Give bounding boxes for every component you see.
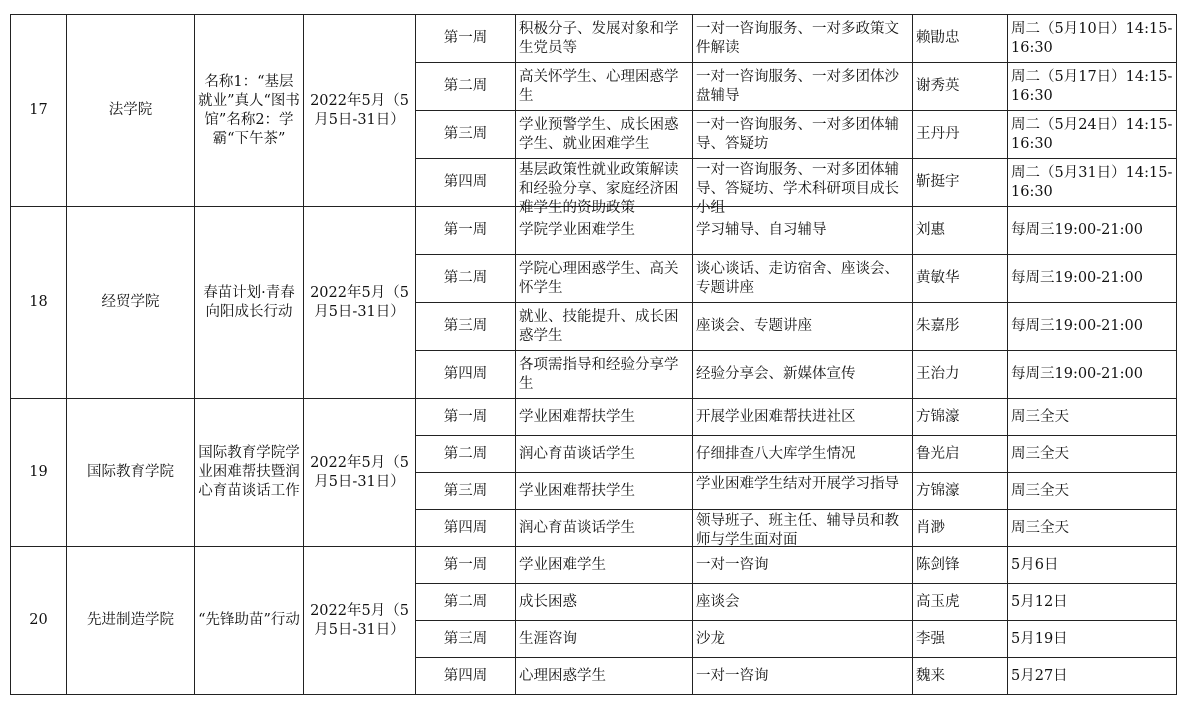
week-label: 第二周 [416, 63, 516, 111]
row-number: 19 [11, 399, 67, 547]
week-label: 第四周 [416, 510, 516, 547]
service-form: 座谈会 [693, 584, 913, 621]
table-row [11, 399, 1177, 436]
week-label: 第二周 [416, 255, 516, 303]
responsible-person: 刘惠 [913, 207, 1008, 255]
activity-name: 国际教育学院学业困难帮扶暨润心育苗谈话工作 [195, 399, 304, 547]
college-name: 经贸学院 [67, 207, 195, 399]
responsible-person: 鲁光启 [913, 436, 1008, 473]
target-students: 学院学业困难学生 [516, 207, 693, 255]
target-students: 成长困惑 [516, 584, 693, 621]
date-range: 2022年5月（5月5日-31日） [304, 547, 416, 695]
responsible-person: 靳挺宇 [913, 159, 1008, 207]
service-time: 周三全天 [1008, 473, 1177, 510]
responsible-person: 王丹丹 [913, 111, 1008, 159]
responsible-person: 方锦濠 [913, 473, 1008, 510]
week-label: 第四周 [416, 658, 516, 695]
service-time: 每周三19:00-21:00 [1008, 255, 1177, 303]
service-form-text: 一对一咨询服务、一对多团体辅导、答疑坊、学术科研项目成长小组 [696, 162, 899, 216]
service-form: 经验分享会、新媒体宣传 [693, 351, 913, 399]
target-students: 学业预警学生、成长困惑学生、就业困难学生 [516, 111, 693, 159]
target-students: 心理困惑学生 [516, 658, 693, 695]
service-time: 每周三19:00-21:00 [1008, 303, 1177, 351]
responsible-person: 王治力 [913, 351, 1008, 399]
service-form: 一对一咨询 [693, 658, 913, 695]
service-form-text: 学业困难学生结对开展学习指导 [696, 476, 899, 492]
service-time: 周三全天 [1008, 399, 1177, 436]
week-label: 第四周 [416, 351, 516, 399]
responsible-person: 谢秀英 [913, 63, 1008, 111]
responsible-person: 方锦濠 [913, 399, 1008, 436]
college-name: 法学院 [67, 15, 195, 207]
responsible-person: 魏来 [913, 658, 1008, 695]
responsible-person: 李强 [913, 621, 1008, 658]
date-range: 2022年5月（5月5日-31日） [304, 207, 416, 399]
row-number: 18 [11, 207, 67, 399]
service-time: 5月12日 [1008, 584, 1177, 621]
target-students: 学业困难学生 [516, 547, 693, 584]
table-row [11, 15, 1177, 63]
week-label: 第三周 [416, 473, 516, 510]
row-number: 20 [11, 547, 67, 695]
target-students: 学业困难帮扶学生 [516, 399, 693, 436]
target-students: 各项需指导和经验分享学生 [516, 351, 693, 399]
table-row [11, 547, 1177, 584]
week-label: 第三周 [416, 111, 516, 159]
target-students: 润心育苗谈话学生 [516, 510, 693, 547]
responsible-person: 肖渺 [913, 510, 1008, 547]
service-time: 周二（5月17日）14:15-16:30 [1008, 63, 1177, 111]
date-range: 2022年5月（5月5日-31日） [304, 15, 416, 207]
target-students [516, 159, 693, 216]
service-time: 周三全天 [1008, 436, 1177, 473]
service-form: 一对一咨询服务、一对多团体沙盘辅导 [693, 63, 913, 111]
service-form: 开展学业困难帮扶进社区 [693, 399, 913, 436]
service-form [693, 159, 913, 216]
responsible-person: 赖勖忠 [913, 15, 1008, 63]
activity-name: 春苗计划·青春向阳成长行动 [195, 207, 304, 399]
service-form: 座谈会、专题讲座 [693, 303, 913, 351]
week-label: 第一周 [416, 15, 516, 63]
service-form: 谈心谈话、走访宿舍、座谈会、专题讲座 [693, 255, 913, 303]
responsible-person: 陈剑锋 [913, 547, 1008, 584]
target-students: 学业困难帮扶学生 [516, 473, 693, 510]
activity-name: 名称1：“基层就业”真人“图书馆”名称2：学霸“下午茶” [195, 15, 304, 207]
target-students: 积极分子、发展对象和学生党员等 [516, 15, 693, 63]
date-range: 2022年5月（5月5日-31日） [304, 399, 416, 547]
target-students: 生涯咨询 [516, 621, 693, 658]
service-time: 每周三19:00-21:00 [1008, 207, 1177, 255]
service-time: 5月27日 [1008, 658, 1177, 695]
college-name: 先进制造学院 [67, 547, 195, 695]
week-label: 第三周 [416, 303, 516, 351]
service-form [693, 473, 913, 510]
week-label: 第一周 [416, 547, 516, 584]
activity-name: “先锋助苗”行动 [195, 547, 304, 695]
week-label: 第三周 [416, 621, 516, 658]
service-time: 每周三19:00-21:00 [1008, 351, 1177, 399]
responsible-person: 高玉虎 [913, 584, 1008, 621]
service-form: 一对一咨询服务、一对多团体辅导、答疑坊 [693, 111, 913, 159]
week-label: 第四周 [416, 159, 516, 207]
service-form: 一对一咨询服务、一对多政策文件解读 [693, 15, 913, 63]
service-time: 周二（5月10日）14:15-16:30 [1008, 15, 1177, 63]
schedule-table [10, 14, 1177, 695]
target-students: 就业、技能提升、成长困惑学生 [516, 303, 693, 351]
service-form: 一对一咨询 [693, 547, 913, 584]
target-students: 润心育苗谈话学生 [516, 436, 693, 473]
week-label: 第一周 [416, 207, 516, 255]
college-name: 国际教育学院 [67, 399, 195, 547]
service-time: 周二（5月31日）14:15-16:30 [1008, 159, 1177, 207]
target-students: 高关怀学生、心理困惑学生 [516, 63, 693, 111]
service-time: 5月6日 [1008, 547, 1177, 584]
responsible-person: 黄敏华 [913, 255, 1008, 303]
target-students-text: 基层政策性就业政策解读和经验分享、家庭经济困难学生的资助政策 [519, 162, 679, 216]
week-label: 第二周 [416, 436, 516, 473]
service-form: 学习辅导、自习辅导 [693, 207, 913, 255]
service-time: 5月19日 [1008, 621, 1177, 658]
service-form: 仔细排查八大库学生情况 [693, 436, 913, 473]
row-number: 17 [11, 15, 67, 207]
service-time: 周三全天 [1008, 510, 1177, 547]
service-form: 沙龙 [693, 621, 913, 658]
responsible-person: 朱嘉彤 [913, 303, 1008, 351]
service-form [693, 510, 913, 547]
week-label: 第二周 [416, 584, 516, 621]
week-label: 第一周 [416, 399, 516, 436]
target-students: 学院心理困惑学生、高关怀学生 [516, 255, 693, 303]
service-form-text: 领导班子、班主任、辅导员和教师与学生面对面 [696, 513, 899, 548]
service-time: 周二（5月24日）14:15-16:30 [1008, 111, 1177, 159]
